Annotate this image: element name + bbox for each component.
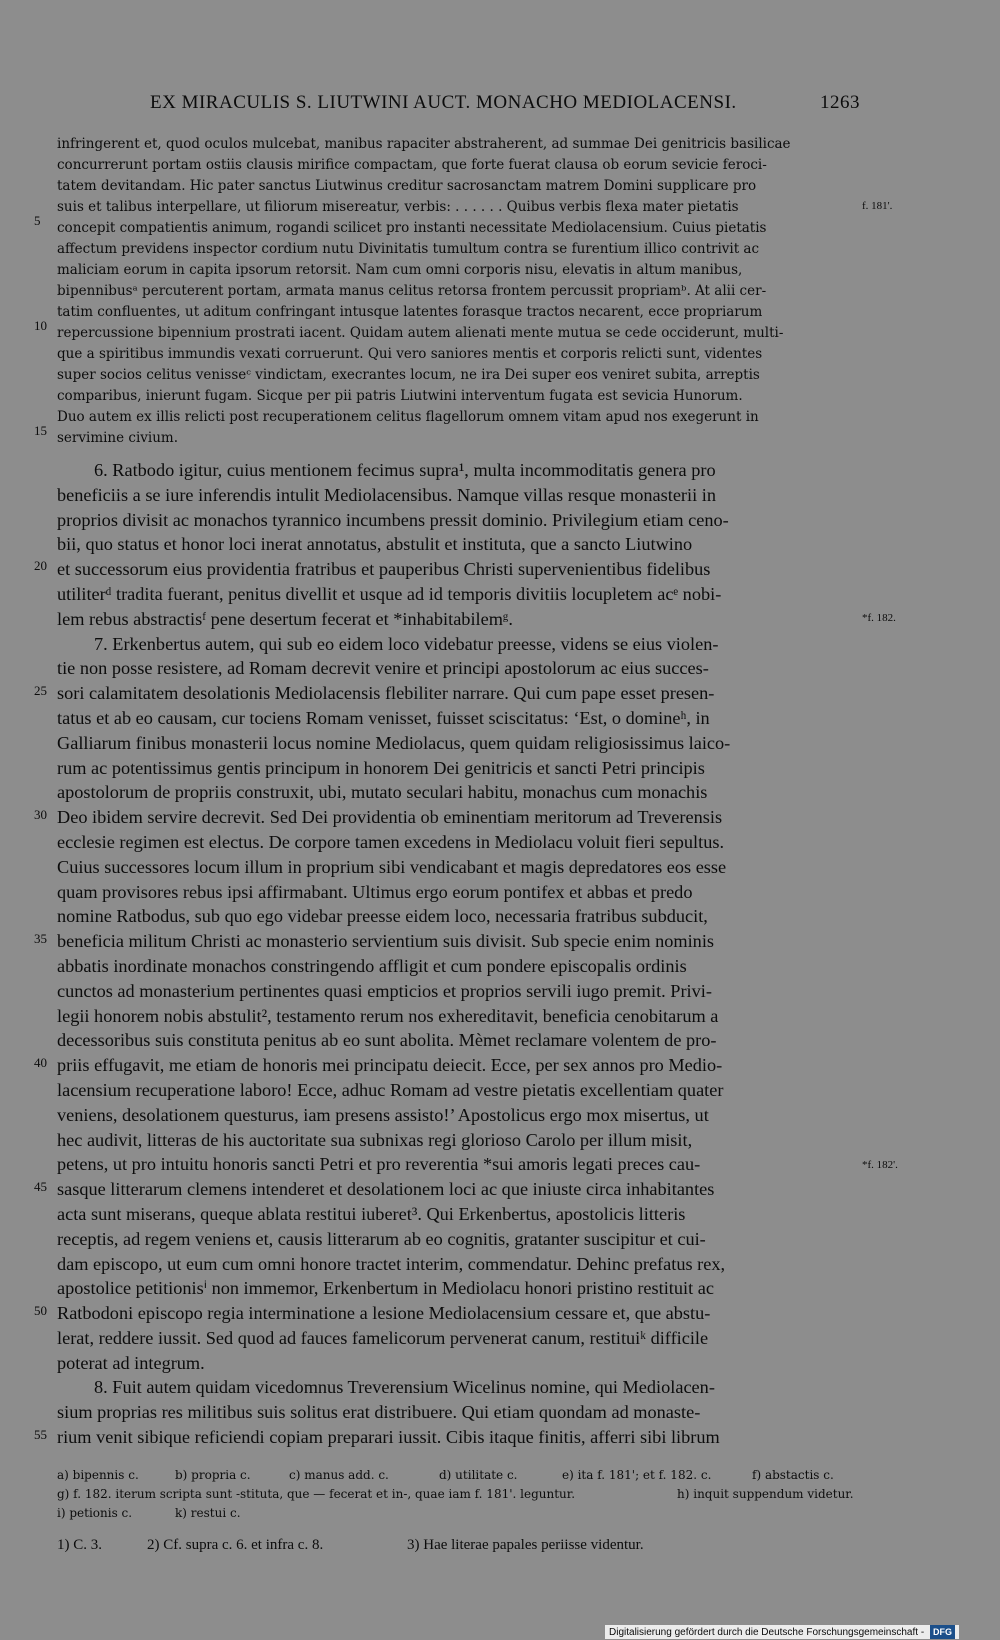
text-line: rium venit sibique reficiendi copiam preparari iussit. Cibis itaque finitis, afferri sibi librum [57, 1427, 720, 1448]
text-line: sasque litterarum clemens intenderet et desolationem loci ac que iniuste circa inhabitantes [57, 1179, 715, 1200]
text-line: beneficiis a se iure inferendis intulit Mediolacensibus. Namque villas resque monasterii in [57, 484, 716, 505]
variant-note: k) restui c. [175, 1506, 241, 1520]
text-line: servimine civium. [57, 430, 179, 446]
text-line: Deo ibidem servire decrevit. Sed Dei providentia ob eminentiam meritorum ad Treverensis [57, 807, 723, 828]
text-line: bii, quo status et honor loci inerat annotatus, abstulit et instituta, que a sancto Liutwino [57, 534, 693, 555]
line-number: 50 [34, 1303, 47, 1318]
text-line: cunctos ad monasterium pertinentes quasi empticios et proprios servili iugo premit. Privi- [57, 980, 712, 1001]
text-line: apostolice petitionisⁱ non immemor, Erkenbertum in Mediolacu honori pristino restituit ac [57, 1278, 714, 1299]
line-number: 40 [34, 1055, 47, 1070]
text-line: proprios divisit ac monachos tyrannico incumbens pressit dominio. Privilegium etiam ceno- [57, 509, 729, 530]
text-line: dam episcopo, ut eum cum omni honore tractet interim, commendatur. Dehinc prefatus rex, [57, 1253, 726, 1274]
line-number: 20 [34, 558, 47, 573]
variant-note: c) manus add. c. [289, 1468, 389, 1482]
text-line: rum ac potentissimus gentis principum in honorem Dei genitricis et sancti Petri principis [57, 757, 705, 778]
text-line: priis effugavit, me etiam de honoris mei principatu deiecit. Ecce, per sex annos pro Medio- [57, 1055, 723, 1076]
text-line: utiliterᵈ tradita fuerant, penitus divellit et usque ad id temporis divitiis locupletem acᵉ nobi- [57, 583, 722, 604]
line-number: 30 [34, 807, 47, 822]
text-line: affectum previdens inspector cordium nutu Divinitatis tumultum contra se furentium illico contrivit ac [57, 241, 760, 257]
variant-row [57, 1468, 867, 1487]
line-number: 35 [34, 931, 47, 946]
page-number: 1263 [820, 92, 860, 113]
text-line: que a spiritibus immundis vexati corruerunt. Qui vero saniores mentis et corporis relicti sunt, videntes [57, 346, 763, 362]
main-text-block [57, 458, 862, 1450]
variant-note: d) utilitate c. [439, 1468, 518, 1482]
small-print-block [57, 134, 862, 449]
text-line: tatim confluentes, ut aditum confringant intusque latentes forasque tractos necarent, ecce propriarum [57, 304, 763, 320]
text-line: lem rebus abstractisᶠ pene desertum fecerat et *inhabitabilemᵍ. [57, 608, 514, 629]
line-number: 10 [34, 318, 47, 333]
variant-row [57, 1506, 867, 1525]
digitization-credit [605, 1625, 959, 1639]
text-line: abbatis inordinate monachos constringendo affligit et cum pondere episcopalis ordinis [57, 955, 687, 976]
variant-note: i) petionis c. [57, 1506, 133, 1520]
variant-note: a) bipennis c. [57, 1468, 139, 1482]
variant-note: f) abstactis c. [752, 1468, 834, 1482]
text-line: 6. Ratbodo igitur, cuius mentionem fecimus supra¹, multa incommoditatis genera pro [94, 460, 716, 480]
text-line: quam provisores rebus ipsi affirmabant. Ultimus ergo eorum pontifex et abbas et predo [57, 881, 693, 902]
margin-folio-note: f. 181'. [862, 200, 893, 212]
text-line: bipennibusᵃ percuterent portam, armata manus celitus retorsa frontem percussit propriamᵇ. At alii cer- [57, 283, 767, 299]
line-number: 15 [34, 423, 47, 438]
text-line: veniens, desolationem questurus, iam presens assisto!’ Apostolicus ergo mox misertus, ut [57, 1104, 709, 1125]
footnote: 3) Hae literae papales periisse videntur. [407, 1537, 644, 1553]
text-line: acta sunt miserans, queque ablata restitui iuberet³. Qui Erkenbertus, apostolicis litteris [57, 1203, 686, 1224]
text-line: 8. Fuit autem quidam vicedomnus Treverensium Wicelinus nomine, qui Mediolacen- [94, 1377, 715, 1398]
text-line: receptis, ad regem veniens et, causis litterarum ab eo cognitis, gratanter suscipitur et cui- [57, 1228, 706, 1249]
text-line: super socios celitus venisseᶜ vindictam, execrantes locum, ne ira Dei super eos veniret subita, arreptis [57, 367, 760, 383]
footnote: 2) Cf. supra c. 6. et infra c. 8. [147, 1537, 324, 1553]
margin-folio-note: *f. 182'. [862, 1159, 898, 1171]
variant-note: b) propria c. [175, 1468, 251, 1482]
text-line: lacensium recuperatione laboro! Ecce, adhuc Romam ad vestre pietatis excellentiam quater [57, 1079, 724, 1100]
text-line: lerat, reddere iussit. Sed quod ad fauces famelicorum pervenerat canum, restituiᵏ difficile [57, 1327, 709, 1348]
text-line: ecclesie regimen est electus. De corpore tamen excedens in Mediolacu voluit fieri sepultus. [57, 831, 725, 852]
variant-note: e) ita f. 181'; et f. 182. c. [562, 1468, 712, 1482]
text-line: nomine Ratbodus, sub quo ego videbar preesse eidem loco, necessaria fratribus subducit, [57, 906, 708, 927]
text-line: maliciam eorum in capita ipsorum retorsit. Nam cum omni corporis nisu, elevatis in altum manibus, [57, 262, 743, 278]
text-line: concurrerunt portam ostiis clausis mirifice compactam, que forte fuerat clausa ob eorum sevicie feroci- [57, 157, 767, 173]
footnote: 1) C. 3. [57, 1537, 102, 1553]
text-line: sium proprias res militibus suis solitus erat distribuere. Qui etiam quondam ad monaste- [57, 1402, 701, 1423]
text-line: tie non posse resistere, ad Romam decrevit venire et principi apostolorum ac eius succes- [57, 658, 709, 679]
margin-folio-note: *f. 182. [862, 612, 896, 624]
text-line: comparibus, inierunt fugam. Sicque per pii patris Liutwini interventum fugata est sevicia Hunorum. [57, 388, 743, 404]
text-line: et successorum eius providentia fratribus et pauperibus Christi supervenientibus fidelibus [57, 559, 711, 580]
line-number: 5 [34, 213, 41, 228]
running-title: EX MIRACULIS S. LIUTWINI AUCT. MONACHO MEDIOLACENSI. [150, 92, 737, 113]
text-line: Duo autem ex illis relicti post recuperationem celitus flagellorum omnem vitam apud nos exegerunt in [57, 409, 759, 425]
text-line: hec audivit, litteras de his auctoritate sua subnixas regi glorioso Carolo per illum misit, [57, 1129, 693, 1150]
page-header [150, 92, 860, 118]
text-line: poterat ad integrum. [57, 1352, 205, 1373]
textual-variants [57, 1468, 867, 1525]
text-line: tatus et ab eo causam, cur tociens Romam venisset, fuisset sciscitatus: ‘Est, o domineʰ, in [57, 707, 710, 728]
text-line: petens, ut pro intuitu honoris sancti Petri et pro reverentia *sui amoris legati preces cau- [57, 1154, 701, 1175]
line-number: 55 [34, 1427, 47, 1442]
text-line: suis et talibus interpellare, ut filiorum misereatur, verbis: . . . . . . Quibus verbis flexa mater pietatis [57, 199, 739, 215]
text-line: legii honorem nobis abstulit², testamento rerum nos exhereditavit, beneficia cenobitarum a [57, 1005, 719, 1026]
text-line: Cuius successores locum illum in proprium sibi vendicabant et magis depredatores eos esse [57, 856, 727, 877]
variant-row [57, 1487, 867, 1506]
credit-text: Digitalisierung gefördert durch die Deutsche Forschungsgemeinschaft - [609, 1627, 925, 1638]
variant-note: h) inquit suppendum videtur. [677, 1487, 854, 1501]
text-line: sori calamitatem desolationis Mediolacensis flebiliter narrare. Qui cum pape esset presen- [57, 683, 715, 704]
text-line: decessoribus suis constituta penitus ab eo sunt abolita. Mèmet reclamare volentem de pro- [57, 1030, 717, 1051]
text-line: Ratbodoni episcopo regia interminatione a lesione Mediolacensium cessare et, que abstu- [57, 1303, 711, 1324]
text-line: beneficia militum Christi ac monasterio servientium suis divisit. Sub specie enim nominis [57, 931, 715, 952]
variant-note: g) f. 182. iterum scripta sunt -stituta, que — fecerat et in-, quae iam f. 181'. leguntur. [57, 1487, 576, 1501]
text-line: 7. Erkenbertus autem, qui sub eo eidem loco videbatur preesse, videns se eius violen- [94, 633, 719, 654]
line-number: 25 [34, 683, 47, 698]
dfg-logo: DFG [930, 1625, 955, 1639]
text-line: concepit compatientis animum, rogandi scilicet pro instanti necessitate Mediolacensium. Cuius pietatis [57, 220, 767, 236]
text-line: repercussione bipennium prostrati iacent. Quidam autem alienati mente mutua se cede occiderunt, multi- [57, 325, 784, 341]
line-number: 45 [34, 1179, 47, 1194]
text-line: Galliarum finibus monasterii locus nomine Mediolacus, quem quidam religiosissimus laico- [57, 732, 731, 753]
text-line: apostolorum de propriis construxit, ubi, mutato seculari habitu, monachus cum monachis [57, 782, 708, 803]
text-line: infringerent et, quod oculos mulcebat, manibus rapaciter abstraherent, ad summae Dei genitricis basilicae [57, 136, 791, 152]
text-line: tatem devitandam. Hic pater sanctus Liutwinus creditur sacrosanctam matrem Domini supplicare pro [57, 178, 757, 194]
